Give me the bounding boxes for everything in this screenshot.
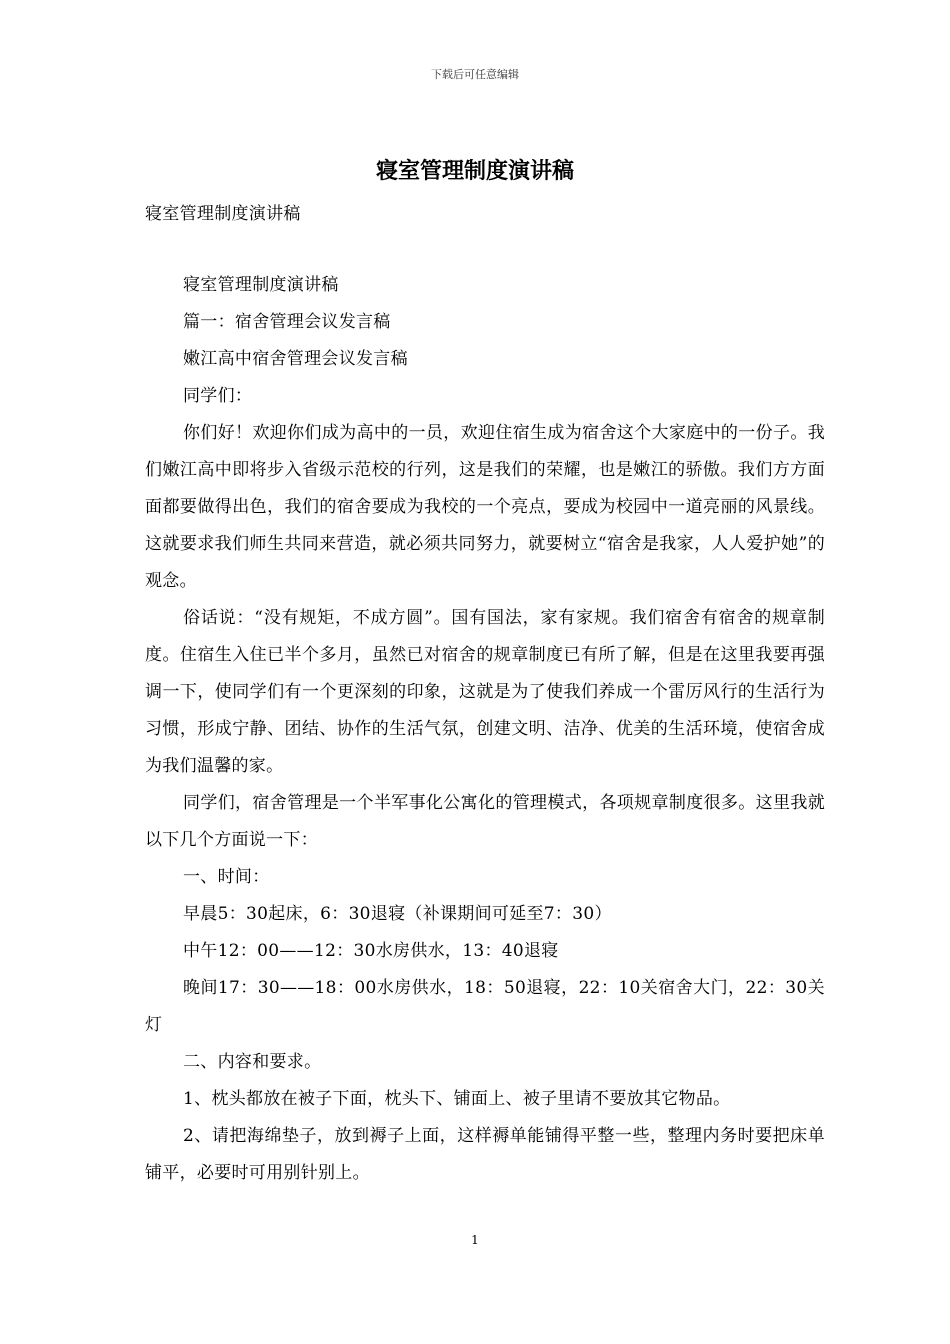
paragraph: 1、枕头都放在被子下面，枕头下、铺面上、被子里请不要放其它物品。 xyxy=(183,1089,731,1109)
paragraph: 晚间17：30——18：00水房供水，18：50退寝，22：10关宿舍大门，22：30关灯 xyxy=(145,978,825,1035)
document-subtitle: 寝室管理制度演讲稿 xyxy=(145,204,301,224)
paragraph: 早晨5：30起床，6：30退寝（补课期间可延至7：30） xyxy=(183,904,612,924)
paragraph: 篇一：宿舍管理会议发言稿 xyxy=(183,312,391,332)
paragraph: 俗话说：“没有规矩，不成方圆”。国有国法，家有家规。我们宿舍有宿舍的规章制度。住宿生入住已半个多月，虽然已对宿舍的规章制度已有所了解，但是在这里我要再强调一下，使同学们有一个更深刻的印象，这就是为了使我们养成一个雷厉风行的生活行为习惯，形成宁静、团结、协作的生活气氛，创建文明、洁净、优美的生活环境，使宿舍成为我们温馨的家。 xyxy=(145,608,825,776)
paragraph: 一、时间： xyxy=(183,867,270,887)
paragraph: 你们好！欢迎你们成为高中的一员，欢迎住宿生成为宿舍这个大家庭中的一份子。我们嫩江高中即将步入省级示范校的行列，这是我们的荣耀，也是嫩江的骄傲。我们方方面面都要做得出色，我们的宿舍要成为我校的一个亮点，要成为校园中一道亮丽的风景线。这就要求我们师生共同来营造，就必须共同努力，就要树立“宿舍是我家，人人爱护她”的观念。 xyxy=(145,423,825,591)
paragraph: 同学们： xyxy=(183,386,253,406)
paragraph: 同学们，宿舍管理是一个半军事化公寓化的管理模式，各项规章制度很多。这里我就以下几个方面说一下： xyxy=(145,793,825,850)
paragraph: 中午12：00——12：30水房供水，13：40退寝 xyxy=(183,941,559,961)
page-number: 1 xyxy=(471,1233,479,1247)
paragraph: 寝室管理制度演讲稿 xyxy=(183,275,339,295)
paragraph: 嫩江高中宿舍管理会议发言稿 xyxy=(183,349,408,369)
document-title: 寝室管理制度演讲稿 xyxy=(375,158,574,184)
document-body xyxy=(145,267,825,1192)
header-note: 下载后可任意编辑 xyxy=(431,68,519,81)
paragraph: 2、请把海绵垫子，放到褥子上面，这样褥单能铺得平整一些，整理内务时要把床单铺平，必要时可用别针别上。 xyxy=(145,1126,825,1183)
paragraph: 二、内容和要求。 xyxy=(183,1052,322,1072)
